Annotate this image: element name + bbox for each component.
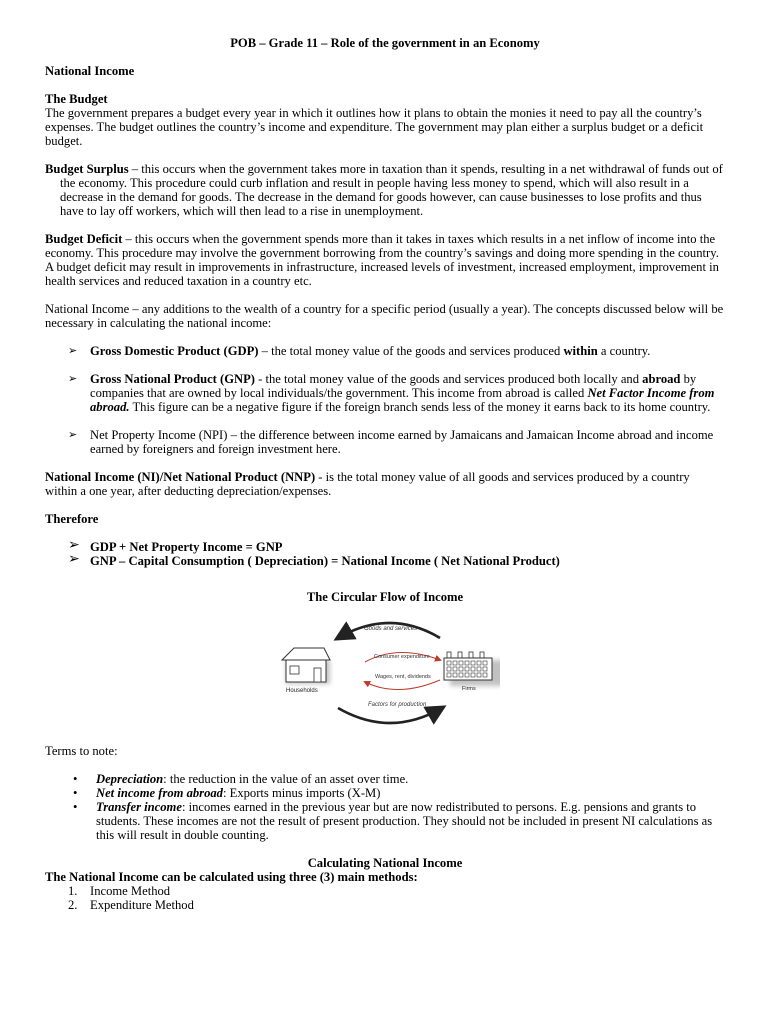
term-name: Transfer income bbox=[96, 800, 182, 814]
factors-label: Factors for production bbox=[368, 702, 427, 708]
gdp-term: Gross Domestic Product (GDP) bbox=[90, 344, 259, 358]
list-spacer bbox=[68, 414, 725, 428]
list-item bbox=[73, 772, 725, 786]
gnp-text: - the total money value of the goods and services produced both locally and bbox=[255, 372, 643, 386]
document-page bbox=[45, 36, 725, 912]
term-definition: : Exports minus imports (X-M) bbox=[222, 786, 381, 800]
arrow-bullet-icon: ➢ bbox=[68, 429, 78, 441]
arrow-bullet-icon: ➢ bbox=[68, 552, 80, 567]
formula-item bbox=[68, 554, 725, 568]
budget-deficit-paragraph bbox=[45, 232, 725, 288]
surplus-term: Budget Surplus bbox=[45, 162, 129, 176]
consumer-expenditure-label: Consumer expenditure bbox=[374, 654, 430, 660]
methods-list bbox=[45, 884, 725, 912]
heading-therefore: Therefore bbox=[45, 512, 99, 526]
arrow-bullet-icon: ➢ bbox=[68, 345, 78, 357]
gnp-text-end: This figure can be a negative figure if the foreign branch sends less of the money it earns back to its home country. bbox=[129, 400, 711, 414]
list-number: 1. bbox=[68, 884, 78, 898]
heading-budget: The Budget bbox=[45, 92, 108, 106]
list-item bbox=[68, 898, 725, 912]
gnp-net-factor-income: Net Factor Income from abroad. bbox=[90, 386, 715, 414]
list-number: 2. bbox=[68, 898, 78, 912]
firms-label: Firms bbox=[462, 686, 476, 692]
gdp-text: – the total money value of the goods and services produced bbox=[258, 344, 564, 358]
formula-gnp: GDP + Net Property Income = GNP bbox=[90, 540, 283, 554]
list-item-npi bbox=[68, 428, 725, 456]
terms-list bbox=[45, 772, 725, 842]
deficit-term: Budget Deficit bbox=[45, 232, 123, 246]
formula-list bbox=[45, 540, 725, 568]
circular-flow-diagram bbox=[45, 614, 725, 732]
circular-flow-title: The Circular Flow of Income bbox=[306, 590, 464, 604]
calc-subheading: The National Income can be calculated using three (3) main methods: bbox=[45, 870, 418, 884]
budget-surplus-paragraph bbox=[45, 162, 725, 218]
surplus-text: – this occurs when the government takes more in taxation than it spends, resulting in a net withdrawal of funds out of the economy. This procedure could curb inflation and result in people having less money to spend, which will also result in a decrease in the demand for goods. The decrease in the demand for goods however, can cause businesses to lose profits and thus have to lay off workers, which will then lead to a rise in unemployment. bbox=[60, 162, 723, 218]
term-name: Net income from abroad bbox=[96, 786, 223, 800]
nnp-paragraph bbox=[45, 470, 725, 498]
list-spacer bbox=[68, 358, 725, 372]
document-title: POB – Grade 11 – Role of the government in an Economy bbox=[230, 36, 540, 50]
households-icon bbox=[282, 648, 330, 684]
term-definition: : the reduction in the value of an asset over time. bbox=[163, 772, 409, 786]
list-item bbox=[73, 786, 725, 800]
terms-heading: Terms to note: bbox=[45, 744, 118, 758]
method-label: Expenditure Method bbox=[90, 898, 194, 912]
wages-arrow bbox=[365, 680, 440, 690]
factors-flow-arrow bbox=[338, 708, 442, 723]
circular-flow-svg bbox=[280, 614, 500, 732]
formula-item bbox=[68, 540, 725, 554]
list-item-gnp bbox=[68, 372, 725, 414]
term-definition: : incomes earned in the previous year but are now redistributed to persons. E.g. pensions and grants to students. These incomes are not the result of present production. They should not be included in present NI calculations as this will result in double counting. bbox=[96, 800, 713, 842]
national-income-intro: National Income – any additions to the wealth of a country for a specific period (usually a year). The concepts discussed below will be necessary in calculating the national income: bbox=[45, 302, 724, 330]
list-item-gdp bbox=[68, 344, 725, 358]
bullet-icon: • bbox=[73, 800, 78, 814]
list-item bbox=[68, 884, 725, 898]
gnp-text-mid: by companies that are owned by local individuals/the government. This income from abroad is called bbox=[90, 372, 697, 400]
nnp-text: - is the total money value of all goods and services produced by a country within a one year, after deducting depreciation/expenses. bbox=[45, 470, 690, 498]
npi-text: Net Property Income (NPI) – the difference between income earned by Jamaicans and Jamaican Income abroad and income earned by foreigners and foreign investment here. bbox=[90, 428, 714, 456]
formula-national-income: GNP – Capital Consumption ( Depreciation) = National Income ( Net National Product) bbox=[90, 554, 560, 568]
gdp-within: within bbox=[563, 344, 598, 358]
arrow-bullet-icon: ➢ bbox=[68, 373, 78, 385]
list-item bbox=[73, 800, 725, 842]
method-label: Income Method bbox=[90, 884, 171, 898]
nnp-term: National Income (NI)/Net National Product (NNP) bbox=[45, 470, 316, 484]
arrow-bullet-icon: ➢ bbox=[68, 538, 80, 553]
heading-national-income: National Income bbox=[45, 64, 135, 78]
term-name: Depreciation bbox=[96, 772, 164, 786]
deficit-text: – this occurs when the government spends more than it takes in taxes which results in a net inflow of income into the economy. This procedure may involve the government borrowing from the country’s savings and doing more spending in the country. A budget deficit may result in improvements in infrastructure, increased levels of investment, increased employment, improvement in health services and reduced taxation in a country etc. bbox=[45, 232, 719, 288]
wages-label: Wages, rent, dividends bbox=[375, 674, 431, 680]
firms-icon bbox=[444, 652, 500, 686]
gnp-abroad: abroad bbox=[642, 372, 681, 386]
concepts-list bbox=[45, 344, 725, 456]
bullet-icon: • bbox=[73, 772, 78, 786]
gnp-term: Gross National Product (GNP) bbox=[90, 372, 255, 386]
goods-services-label: Goods and services bbox=[364, 626, 418, 632]
households-label: Households bbox=[286, 688, 318, 694]
gdp-text-end: a country. bbox=[597, 344, 651, 358]
bullet-icon: • bbox=[73, 786, 78, 800]
calc-heading: Calculating National Income bbox=[307, 856, 463, 870]
budget-paragraph: The government prepares a budget every year in which it outlines how it plans to obtain the monies it need to pay all the country’s expenses. The budget outlines the country’s income and expenditure. The government may plan either a surplus budget or a deficit budget. bbox=[45, 106, 704, 148]
